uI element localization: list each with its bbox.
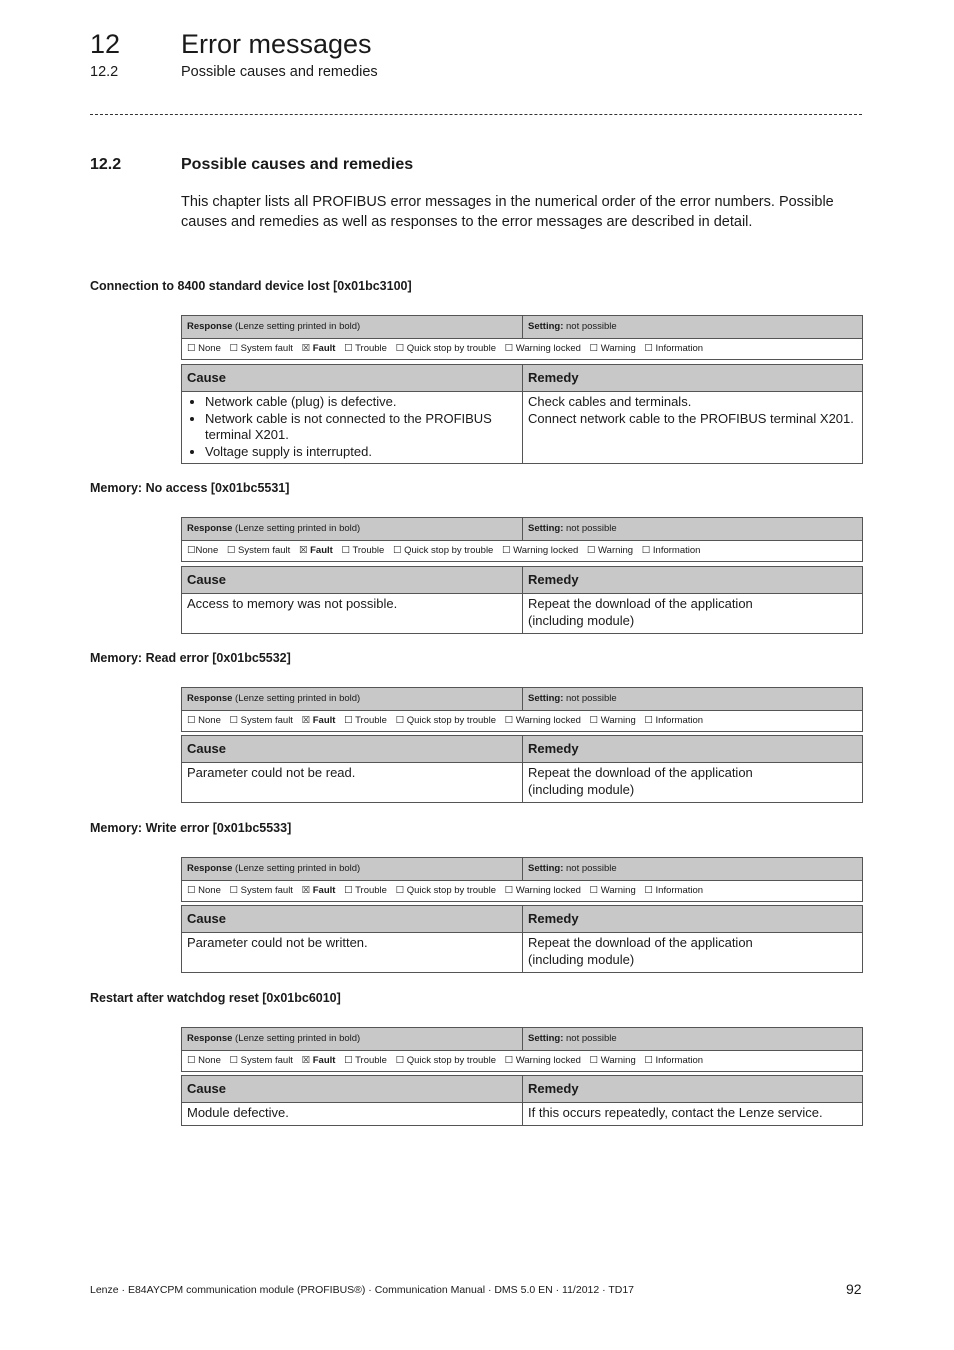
- option-warning-locked: ☐ Warning locked: [504, 1055, 581, 1066]
- remedy-line: (including module): [528, 612, 635, 628]
- remedy-header: Remedy: [528, 572, 579, 587]
- section-title: Possible causes and remedies: [181, 156, 414, 173]
- setting-label: Setting: not possible: [528, 321, 617, 332]
- response-table: [181, 517, 863, 562]
- cause-cell: Parameter could not be written.: [182, 933, 523, 972]
- remedy-line: (including module): [528, 781, 635, 797]
- option-information: ☐ Information: [641, 545, 701, 556]
- remedy-line: Repeat the download of the application: [528, 765, 753, 780]
- remedy-line: Repeat the download of the application: [528, 935, 753, 950]
- cause-header: Cause: [182, 736, 523, 762]
- option-fault: ☒ Fault: [301, 885, 336, 896]
- option-trouble: ☐ Trouble: [344, 1055, 387, 1066]
- option-warning: ☐ Warning: [589, 885, 636, 896]
- option-information: ☐ Information: [644, 1055, 704, 1066]
- cause-remedy-table: [181, 1075, 863, 1126]
- option-none: ☐ None: [187, 885, 221, 896]
- cause-item: • Network cable is not connected to the PROFIBUS terminal X201.: [205, 411, 517, 444]
- option-system-fault: ☐ System fault: [229, 343, 293, 354]
- response-label: Response (Lenze setting printed in bold): [182, 518, 523, 540]
- option-system-fault: ☐ System fault: [229, 1055, 293, 1066]
- option-fault: ☒ Fault: [301, 1055, 336, 1066]
- page-number: 92: [846, 1281, 862, 1297]
- option-warning-locked: ☐ Warning locked: [504, 715, 581, 726]
- cause-cell: Parameter could not be read.: [182, 763, 523, 802]
- error-heading: Memory: Write error [0x01bc5533]: [90, 821, 292, 835]
- option-trouble: ☐ Trouble: [344, 715, 387, 726]
- remedy-cell: [523, 392, 862, 463]
- chapter-number: 12: [90, 29, 121, 59]
- error-heading: Restart after watchdog reset [0x01bc6010]: [90, 991, 341, 1005]
- cause-remedy-table: [181, 905, 863, 973]
- option-system-fault: ☐ System fault: [229, 715, 293, 726]
- cause-remedy-table: [181, 735, 863, 803]
- response-options: [182, 711, 862, 731]
- option-quick-stop: ☐ Quick stop by trouble: [395, 885, 496, 896]
- response-table: [181, 315, 863, 360]
- remedy-header: Remedy: [528, 741, 579, 756]
- cause-item: • Voltage supply is interrupted.: [205, 444, 517, 461]
- option-fault: ☒ Fault: [301, 715, 336, 726]
- option-trouble: ☐ Trouble: [344, 343, 387, 354]
- subchapter-title: Possible causes and remedies: [181, 64, 378, 80]
- option-quick-stop: ☐ Quick stop by trouble: [392, 545, 494, 556]
- cause-remedy-table: [181, 364, 863, 464]
- option-quick-stop: ☐ Quick stop by trouble: [395, 343, 496, 354]
- subchapter-number: 12.2: [90, 64, 119, 80]
- option-trouble: ☐ Trouble: [341, 545, 385, 556]
- header-divider: [90, 114, 862, 115]
- option-trouble: ☐ Trouble: [344, 885, 387, 896]
- response-table: [181, 1027, 863, 1072]
- response-options: [182, 339, 862, 359]
- remedy-header: Remedy: [528, 1081, 579, 1096]
- remedy-cell: [523, 933, 862, 972]
- option-quick-stop: ☐ Quick stop by trouble: [395, 1055, 496, 1066]
- setting-label: Setting: not possible: [528, 1033, 617, 1044]
- section-intro: This chapter lists all PROFIBUS error messages in the numerical order of the error numbers. Possible causes and remedies as well as responses to the error messages are described in detail.: [181, 194, 834, 230]
- option-none: ☐ None: [187, 343, 221, 354]
- remedy-line: Repeat the download of the application: [528, 596, 753, 611]
- response-label: Response (Lenze setting printed in bold): [182, 1028, 523, 1050]
- option-information: ☐ Information: [644, 885, 704, 896]
- option-warning-locked: ☐ Warning locked: [504, 885, 581, 896]
- error-heading: Memory: Read error [0x01bc5532]: [90, 651, 291, 665]
- page-footer: Lenze · E84AYCPM communication module (PROFIBUS®) · Communication Manual · DMS 5.0 EN · 11/2012 · TD17: [90, 1284, 635, 1296]
- setting-label: Setting: not possible: [528, 693, 617, 704]
- remedy-cell: [523, 763, 862, 802]
- remedy-line: (including module): [528, 951, 635, 967]
- option-fault: ☒ Fault: [301, 343, 336, 354]
- remedy-header: Remedy: [528, 911, 579, 926]
- chapter-title: Error messages: [181, 29, 372, 59]
- response-label: Response (Lenze setting printed in bold): [182, 858, 523, 880]
- setting-label: Setting: not possible: [528, 863, 617, 874]
- option-warning: ☐ Warning: [589, 1055, 636, 1066]
- option-fault: ☒ Fault: [298, 545, 333, 556]
- section-number: 12.2: [90, 156, 122, 173]
- cause-header: Cause: [182, 1076, 523, 1102]
- option-warning: ☐ Warning: [589, 343, 636, 354]
- remedy-cell: [523, 594, 862, 633]
- option-none: ☐ None: [187, 1055, 221, 1066]
- remedy-line: If this occurs repeatedly, contact the Lenze service.: [528, 1105, 823, 1120]
- option-system-fault: ☐ System fault: [226, 545, 291, 556]
- option-information: ☐ Information: [644, 715, 704, 726]
- option-none: ☐None: [187, 545, 219, 556]
- cause-header: Cause: [182, 567, 523, 593]
- response-options: [182, 541, 862, 561]
- cause-header: Cause: [182, 906, 523, 932]
- option-information: ☐ Information: [644, 343, 704, 354]
- error-heading: Memory: No access [0x01bc5531]: [90, 481, 290, 495]
- option-warning: ☐ Warning: [589, 715, 636, 726]
- option-warning: ☐ Warning: [586, 545, 634, 556]
- cause-cell: Access to memory was not possible.: [182, 594, 523, 633]
- cause-header: Cause: [182, 365, 523, 391]
- remedy-line: Connect network cable to the PROFIBUS terminal X201.: [528, 410, 854, 426]
- response-options: [182, 1051, 862, 1071]
- response-label: Response (Lenze setting printed in bold): [182, 688, 523, 710]
- error-heading: Connection to 8400 standard device lost [0x01bc3100]: [90, 279, 412, 293]
- option-warning-locked: ☐ Warning locked: [501, 545, 579, 556]
- option-quick-stop: ☐ Quick stop by trouble: [395, 715, 496, 726]
- setting-label: Setting: not possible: [528, 523, 617, 534]
- option-none: ☐ None: [187, 715, 221, 726]
- remedy-line: Check cables and terminals.: [528, 394, 692, 409]
- response-table: [181, 687, 863, 732]
- cause-cell: Module defective.: [182, 1103, 523, 1125]
- option-system-fault: ☐ System fault: [229, 885, 293, 896]
- response-options: [182, 881, 862, 901]
- cause-item: • Network cable (plug) is defective.: [205, 394, 517, 411]
- cause-remedy-table: [181, 566, 863, 634]
- response-label: Response (Lenze setting printed in bold): [182, 316, 523, 338]
- response-table: [181, 857, 863, 902]
- option-warning-locked: ☐ Warning locked: [504, 343, 581, 354]
- cause-cell: [182, 392, 523, 463]
- remedy-cell: [523, 1103, 862, 1125]
- remedy-header: Remedy: [528, 370, 579, 385]
